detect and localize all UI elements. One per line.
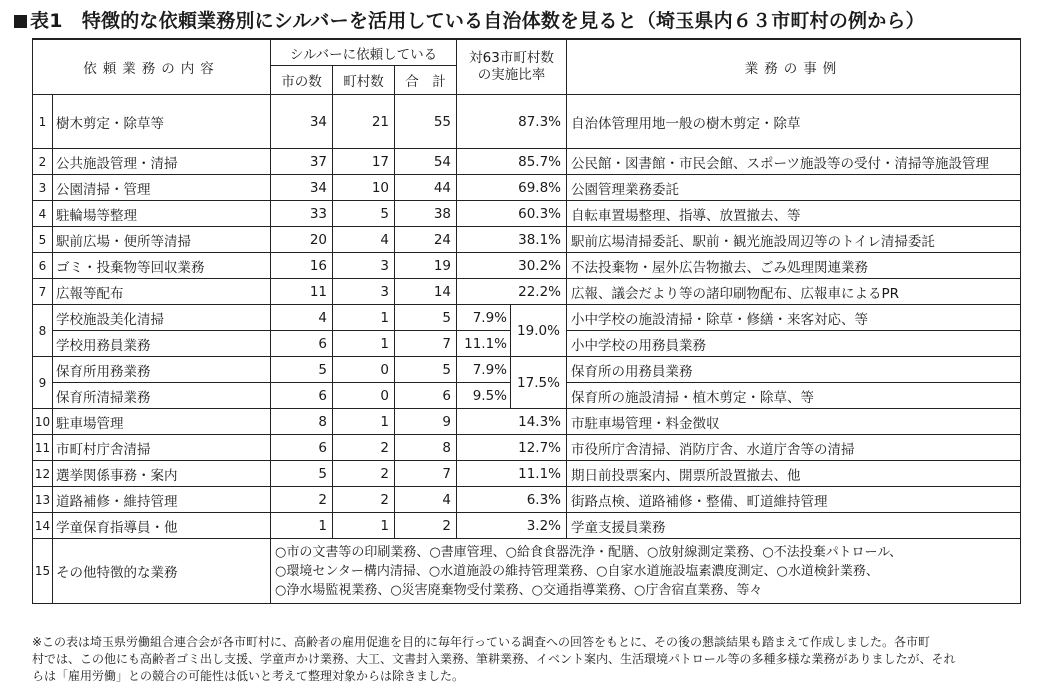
row-number: 2 bbox=[33, 149, 53, 175]
row-rate: 60.3% bbox=[457, 201, 567, 227]
table-row bbox=[33, 513, 1021, 539]
row-example: 期日前投票案内、開票所設置撤去、他 bbox=[567, 461, 1021, 487]
header-content: 依頼業務の内容 bbox=[33, 39, 271, 95]
row-city: 33 bbox=[271, 201, 333, 227]
example-line: ○環境センター構内清掃、○水道施設の維持管理業務、○自家水道施設塩素濃度測定、○水道検針業務、 bbox=[275, 563, 879, 579]
row-total: 55 bbox=[395, 95, 457, 149]
row-sub-rate: 9.5% bbox=[457, 383, 511, 409]
row-example: 自転車置場整理、指導、放置撤去、等 bbox=[567, 201, 1021, 227]
row-name: 学校用務員業務 bbox=[53, 331, 271, 357]
row-example: 保育所の用務員業務 bbox=[567, 357, 1021, 383]
row-total: 9 bbox=[395, 409, 457, 435]
title-square-icon bbox=[14, 15, 27, 28]
row-sub-rate: 7.9% bbox=[457, 357, 511, 383]
row-town: 3 bbox=[333, 253, 395, 279]
row-town: 0 bbox=[333, 383, 395, 409]
row-town: 0 bbox=[333, 357, 395, 383]
row-name: ゴミ・投棄物等回収業務 bbox=[53, 253, 271, 279]
row-town: 5 bbox=[333, 201, 395, 227]
row-city: 34 bbox=[271, 95, 333, 149]
row-name: 選挙関係事務・案内 bbox=[53, 461, 271, 487]
row-city: 20 bbox=[271, 227, 333, 253]
row-name: 駐輪場等整理 bbox=[53, 201, 271, 227]
row-total: 14 bbox=[395, 279, 457, 305]
row-rate: 85.7% bbox=[457, 149, 567, 175]
row-city: 2 bbox=[271, 487, 333, 513]
row-total: 54 bbox=[395, 149, 457, 175]
row-total: 44 bbox=[395, 175, 457, 201]
footnote-line: ※この表は埼玉県労働組合連合会が各市町村に、高齢者の雇用促進を目的に毎年行っている調査への回答をもとに、その後の懇談結果も踏まえて作成しました。各市町 bbox=[32, 635, 931, 649]
row-name: 駐車場管理 bbox=[53, 409, 271, 435]
header-total: 合 計 bbox=[395, 66, 457, 95]
row-city: 11 bbox=[271, 279, 333, 305]
row-town: 1 bbox=[333, 305, 395, 331]
row-number: 5 bbox=[33, 227, 53, 253]
row-example-list bbox=[271, 539, 1021, 604]
row-name: 保育所清掃業務 bbox=[53, 383, 271, 409]
row-city: 6 bbox=[271, 435, 333, 461]
row-number: 14 bbox=[33, 513, 53, 539]
row-example: 公民館・図書館・市民会館、スポーツ施設等の受付・清掃等施設管理 bbox=[567, 149, 1021, 175]
row-rate: 3.2% bbox=[457, 513, 567, 539]
row-number: 9 bbox=[33, 357, 53, 409]
row-name: 駅前広場・便所等清掃 bbox=[53, 227, 271, 253]
table-row bbox=[33, 95, 1021, 149]
table-row bbox=[33, 409, 1021, 435]
row-total: 5 bbox=[395, 357, 457, 383]
header-rate: 対63市町村数 の実施比率 bbox=[457, 39, 567, 95]
row-name: 保育所用務業務 bbox=[53, 357, 271, 383]
row-number: 11 bbox=[33, 435, 53, 461]
table-row bbox=[33, 487, 1021, 513]
row-city: 5 bbox=[271, 357, 333, 383]
table-row bbox=[33, 539, 1021, 604]
row-number: 3 bbox=[33, 175, 53, 201]
row-total: 7 bbox=[395, 331, 457, 357]
row-city: 16 bbox=[271, 253, 333, 279]
row-example: 小中学校の用務員業務 bbox=[567, 331, 1021, 357]
row-total: 19 bbox=[395, 253, 457, 279]
row-town: 2 bbox=[333, 487, 395, 513]
row-town: 3 bbox=[333, 279, 395, 305]
row-rate: 12.7% bbox=[457, 435, 567, 461]
row-number: 1 bbox=[33, 95, 53, 149]
row-combined-rate: 19.0% bbox=[511, 305, 567, 357]
table-row bbox=[33, 175, 1021, 201]
row-example: 学童支援員業務 bbox=[567, 513, 1021, 539]
table-row bbox=[33, 305, 1021, 331]
row-total: 24 bbox=[395, 227, 457, 253]
row-town: 4 bbox=[333, 227, 395, 253]
header-city: 市の数 bbox=[271, 66, 333, 95]
row-example: 保育所の施設清掃・植木剪定・除草、等 bbox=[567, 383, 1021, 409]
row-combined-rate: 17.5% bbox=[511, 357, 567, 409]
row-rate: 87.3% bbox=[457, 95, 567, 149]
row-rate: 69.8% bbox=[457, 175, 567, 201]
footnote-line: 村では、この他にも高齢者ゴミ出し支援、学童声かけ業務、大工、文書封入業務、筆耕業務、イベント案内、生活環境パトロール等の多種多様な業務がありましたが、それ bbox=[32, 652, 956, 666]
table-row bbox=[33, 357, 1021, 383]
footnote-line: らは「雇用労働」との競合の可能性は低いと考えて整理対象からは除きました。 bbox=[32, 669, 465, 683]
row-total: 6 bbox=[395, 383, 457, 409]
row-town: 2 bbox=[333, 461, 395, 487]
row-name: 市町村庁舎清掃 bbox=[53, 435, 271, 461]
table-row bbox=[33, 435, 1021, 461]
row-town: 17 bbox=[333, 149, 395, 175]
row-number: 7 bbox=[33, 279, 53, 305]
row-town: 21 bbox=[333, 95, 395, 149]
row-total: 8 bbox=[395, 435, 457, 461]
row-total: 7 bbox=[395, 461, 457, 487]
row-example: 自治体管理用地一般の樹木剪定・除草 bbox=[567, 95, 1021, 149]
row-sub-rate: 11.1% bbox=[457, 331, 511, 357]
row-example: 不法投棄物・屋外広告物撤去、ごみ処理関連業務 bbox=[567, 253, 1021, 279]
title-text: 表1 特徴的な依頼業務別にシルバーを活用している自治体数を見ると（埼玉県内６３市町村の例から） bbox=[30, 10, 925, 32]
page-title bbox=[14, 6, 925, 33]
header-town: 町村数 bbox=[333, 66, 395, 95]
table-row bbox=[33, 227, 1021, 253]
row-total: 2 bbox=[395, 513, 457, 539]
table-row bbox=[33, 279, 1021, 305]
table-row bbox=[33, 201, 1021, 227]
row-city: 4 bbox=[271, 305, 333, 331]
row-example: 市駐車場管理・料金徴収 bbox=[567, 409, 1021, 435]
header-row-1 bbox=[33, 39, 1021, 66]
table-row bbox=[33, 253, 1021, 279]
example-line: ○浄水場監視業務、○災害廃棄物受付業務、○交通指導業務、○庁舎宿直業務、等々 bbox=[275, 582, 763, 598]
row-town: 1 bbox=[333, 513, 395, 539]
row-total: 4 bbox=[395, 487, 457, 513]
example-line: ○市の文書等の印刷業務、○書庫管理、○給食食器洗浄・配膳、○放射線測定業務、○不法投棄パトロール、 bbox=[275, 544, 903, 560]
row-rate: 6.3% bbox=[457, 487, 567, 513]
row-number: 12 bbox=[33, 461, 53, 487]
row-number: 4 bbox=[33, 201, 53, 227]
row-sub-rate: 7.9% bbox=[457, 305, 511, 331]
row-rate: 14.3% bbox=[457, 409, 567, 435]
row-total: 38 bbox=[395, 201, 457, 227]
row-example: 公園管理業務委託 bbox=[567, 175, 1021, 201]
row-name: 公共施設管理・清掃 bbox=[53, 149, 271, 175]
row-city: 6 bbox=[271, 331, 333, 357]
row-rate: 30.2% bbox=[457, 253, 567, 279]
row-name: 樹木剪定・除草等 bbox=[53, 95, 271, 149]
data-table bbox=[32, 38, 1021, 604]
row-town: 1 bbox=[333, 409, 395, 435]
row-example: 市役所庁舎清掃、消防庁舎、水道庁舎等の清掃 bbox=[567, 435, 1021, 461]
row-number: 13 bbox=[33, 487, 53, 513]
row-example: 街路点検、道路補修・整備、町道維持管理 bbox=[567, 487, 1021, 513]
row-name: 公園清掃・管理 bbox=[53, 175, 271, 201]
row-city: 5 bbox=[271, 461, 333, 487]
row-city: 37 bbox=[271, 149, 333, 175]
row-city: 34 bbox=[271, 175, 333, 201]
row-name: 学校施設美化清掃 bbox=[53, 305, 271, 331]
row-rate: 11.1% bbox=[457, 461, 567, 487]
row-rate: 38.1% bbox=[457, 227, 567, 253]
row-town: 10 bbox=[333, 175, 395, 201]
row-number: 10 bbox=[33, 409, 53, 435]
row-town: 1 bbox=[333, 331, 395, 357]
row-number: 6 bbox=[33, 253, 53, 279]
row-example: 駅前広場清掃委託、駅前・観光施設周辺等のトイレ清掃委託 bbox=[567, 227, 1021, 253]
row-example: 小中学校の施設清掃・除草・修繕・来客対応、等 bbox=[567, 305, 1021, 331]
row-total: 5 bbox=[395, 305, 457, 331]
row-city: 6 bbox=[271, 383, 333, 409]
footnote bbox=[32, 634, 1022, 685]
row-name: 道路補修・維持管理 bbox=[53, 487, 271, 513]
row-name: 広報等配布 bbox=[53, 279, 271, 305]
row-number: 8 bbox=[33, 305, 53, 357]
row-city: 8 bbox=[271, 409, 333, 435]
row-rate: 22.2% bbox=[457, 279, 567, 305]
row-name: 学童保育指導員・他 bbox=[53, 513, 271, 539]
table-row bbox=[33, 149, 1021, 175]
row-city: 1 bbox=[271, 513, 333, 539]
header-silver-group: シルバーに依頼している bbox=[271, 39, 457, 66]
row-town: 2 bbox=[333, 435, 395, 461]
row-name: その他特徴的な業務 bbox=[53, 539, 271, 604]
table-row bbox=[33, 461, 1021, 487]
header-examples: 業務の事例 bbox=[567, 39, 1021, 95]
row-example: 広報、議会だより等の諸印刷物配布、広報車によるPR bbox=[567, 279, 1021, 305]
row-number: 15 bbox=[33, 539, 53, 604]
